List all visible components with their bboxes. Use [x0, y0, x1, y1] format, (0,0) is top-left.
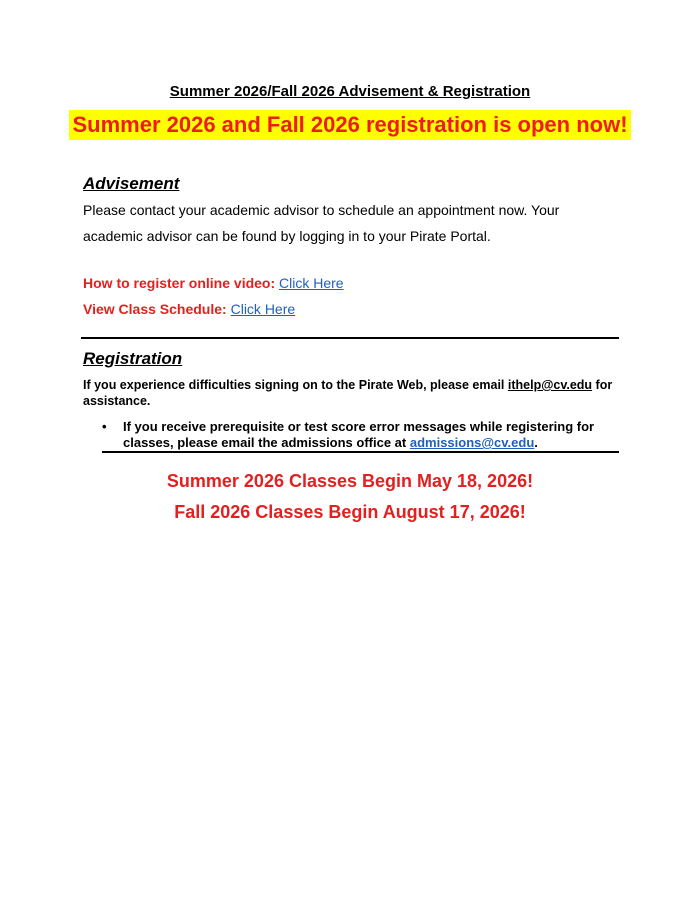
prerequisite-bullet-text: [123, 419, 612, 451]
schedule-link-line: [83, 299, 295, 319]
video-click-here-link[interactable]: Click Here: [279, 275, 344, 291]
bullet-text-before: If you receive prerequisite or test score error messages while registering for classes, please email the admissions office at: [123, 419, 595, 450]
bullet-divider: [102, 451, 619, 453]
registration-heading: Registration: [83, 349, 183, 368]
bullet-text-after: .: [534, 435, 538, 450]
admissions-email-link[interactable]: admissions@cv.edu: [409, 435, 535, 450]
page-title: Summer 2026/Fall 2026 Advisement & Registration: [169, 83, 531, 100]
section-divider: [81, 337, 619, 339]
advisement-paragraph: Please contact your academic advisor to schedule an appointment now. Your academic advisor can be found by logging in to your Pirate Portal.: [83, 202, 560, 244]
summer-classes-announcement: Summer 2026 Classes Begin May 18, 2026!: [166, 471, 534, 491]
fall-classes-announcement: Fall 2026 Classes Begin August 17, 2026!: [174, 502, 526, 522]
video-link-label: How to register online video:: [83, 275, 276, 291]
schedule-click-here-link[interactable]: Click Here: [230, 301, 296, 317]
video-link-line: [83, 273, 344, 293]
registration-note-text-after: for assistance.: [83, 378, 613, 408]
registration-banner-wrap: [0, 110, 700, 140]
registration-open-banner: Summer 2026 and Fall 2026 registration is open now!: [69, 110, 630, 140]
advisement-heading: Advisement: [83, 174, 180, 193]
registration-note-text-before: If you experience difficulties signing on to the Pirate Web, please email: [83, 378, 508, 392]
registration-note: [83, 377, 623, 409]
schedule-link-label: View Class Schedule:: [83, 301, 227, 317]
ithelp-email-link[interactable]: ithelp@cv.edu: [507, 378, 593, 392]
bullet-icon: •: [102, 419, 107, 434]
prerequisite-bullet-item: [102, 419, 612, 451]
